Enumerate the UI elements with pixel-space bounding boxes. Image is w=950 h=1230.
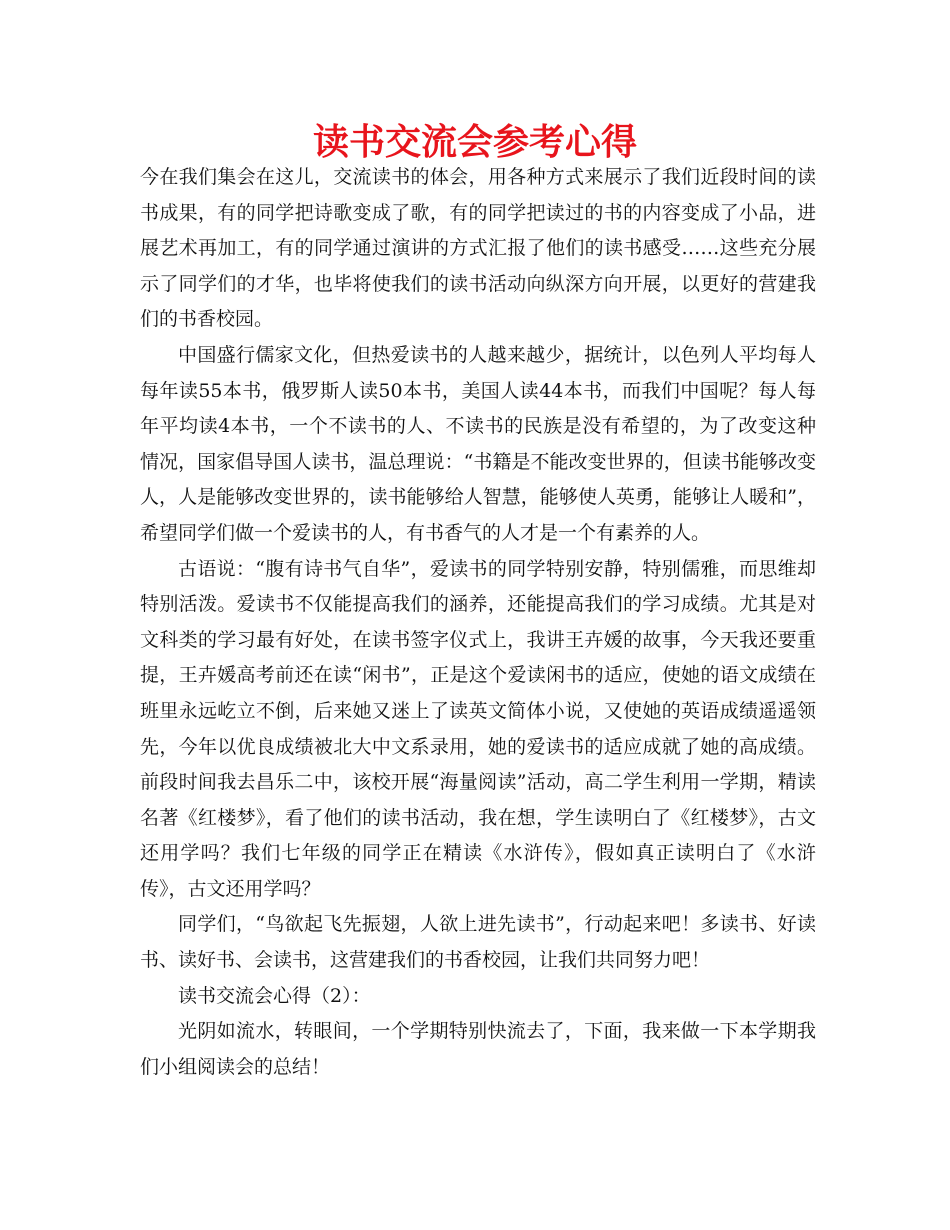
document-body bbox=[140, 160, 816, 1085]
section-heading-2: 读书交流会心得（2）： bbox=[178, 984, 371, 1007]
paragraph-call-to-action: 同学们，“鸟欲起飞先振翅，人欲上进先读书”，行动起来吧！多读书、好读书、读好书、会读书，这营建我们的书香校园，让我们共同努力吧！ bbox=[140, 913, 816, 972]
paragraph-intro: 今在我们集会在这儿，交流读书的体会，用各种方式来展示了我们近段时间的读书成果，有的同学把诗歌变成了歌，有的同学把读过的书的内容变成了小品，进展艺术再加工，有的同学通过演讲的方式汇报了他们的读书感受……这些充分展示了同学们的才华，也毕将使我们的读书活动向纵深方向开展，以更好的营建我们的书香校园。 bbox=[140, 166, 816, 331]
paragraph-summary-intro: 光阴如流水，转眼间，一个学期特别快流去了，下面，我来做一下本学期我们小组阅读会的总结！ bbox=[140, 1020, 816, 1078]
paragraph-reading-statistics: 中国盛行儒家文化，但热爱读书的人越来越少，据统计，以色列人平均每人每年读55本书，俄罗斯人读50本书，美国人读44本书，而我们中国呢？每人每年平均读4本书，一个不读书的人、不读书的民族是没有希望的，为了改变这种情况，国家倡导国人读书，温总理说：“书籍是不能改变世界的，但读书能够改变人，人是能够改变世界的，读书能够给人智慧，能够使人英勇，能够让人暖和”，希望同学们做一个爱读书的人，有书香气的人才是一个有素养的人。 bbox=[140, 343, 816, 544]
paragraph-ancient-saying: 古语说：“腹有诗书气自华”，爱读书的同学特别安静，特别儒雅，而思维却特别活泼。爱读书不仅能提高我们的涵养，还能提高我们的学习成绩。尤其是对文科类的学习最有好处，在读书签字仪式上，我讲王卉媛的故事，今天我还要重提，王卉媛高考前还在读“闲书”，正是这个爱读闲书的适应，使她的语文成绩在班里永远屹立不倒，后来她又迷上了读英文简体小说，又使她的英语成绩遥遥领先，今年以优良成绩被北大中文系录用，她的爱读书的适应成就了她的高成绩。前段时间我去昌乐二中，该校开展“海量阅读”活动，高二学生利用一学期，精读名著《红楼梦》，看了他们的读书活动，我在想，学生读明白了《红楼梦》，古文还用学吗？我们七年级的同学正在精读《水浒传》，假如真正读明白了《水浒传》，古文还用学吗？ bbox=[140, 557, 816, 900]
page-title: 读书交流会参考心得 bbox=[312, 122, 637, 163]
